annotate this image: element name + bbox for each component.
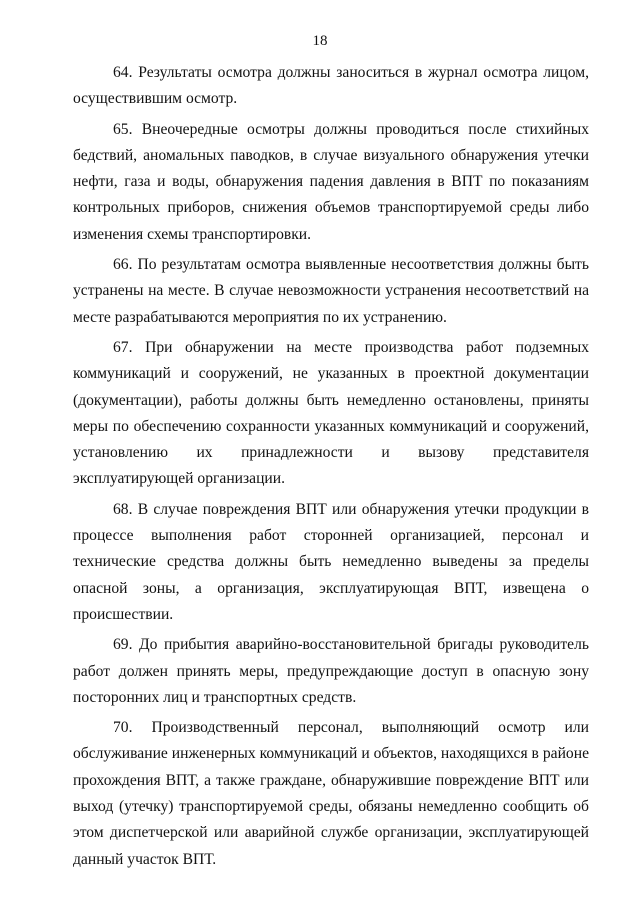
paragraph-65: 65. Внеочередные осмотры должны проводиться после стихийных бедствий, аномальных паводков, в случае визуального обнаружения утечки нефти, газа и воды, обнаружения падения давления в ВПТ по показаниям контрольных приборов, снижения объемов транспортируемой среды либо изменения схемы транспортировки.	[73, 120, 589, 243]
paragraph-68: 68. В случае повреждения ВПТ или обнаружения утечки продукции в процессе выполнения работ сторонней организацией, персонал и технические средства должны быть немедленно выведены за пределы опасной зоны, а организация, эксплуатирующая ВПТ, извещена о происшествии.	[73, 500, 589, 623]
paragraph-66: 66. По результатам осмотра выявленные несоответствия должны быть устранены на месте. В случае невозможности устранения несоответствий на месте разрабатываются мероприятия по их устранению.	[73, 256, 589, 326]
paragraph-64: 64. Результаты осмотра должны заноситься в журнал осмотра лицом, осуществившим осмотр.	[73, 64, 589, 108]
document-body	[73, 60, 589, 877]
paragraph-70: 70. Производственный персонал, выполняющий осмотр или обслуживание инженерных коммуникаций и объектов, находящихся в районе прохождения ВПТ, а также граждане, обнаружившие повреждение ВПТ или выход (утечку) транспортируемой среды, обязаны немедленно сообщить об этом диспетчерской или аварийной службе организации, эксплуатирующей данный участок ВПТ.	[73, 719, 589, 868]
paragraph-67: 67. При обнаружении на месте производства работ подземных коммуникаций и сооружений, не указанных в проектной документации (документации), работы должны быть немедленно остановлены, приняты меры по обеспечению сохранности указанных коммуникаций и сооружений, установлению их принадлежности и вызову представителя эксплуатирующей организации.	[73, 338, 589, 488]
page-number: 18	[312, 33, 328, 49]
paragraph-69: 69. До прибытия аварийно-восстановительной бригады руководитель работ должен принять меры, предупреждающие доступ в опасную зону посторонних лиц и транспортных средств.	[73, 636, 589, 706]
